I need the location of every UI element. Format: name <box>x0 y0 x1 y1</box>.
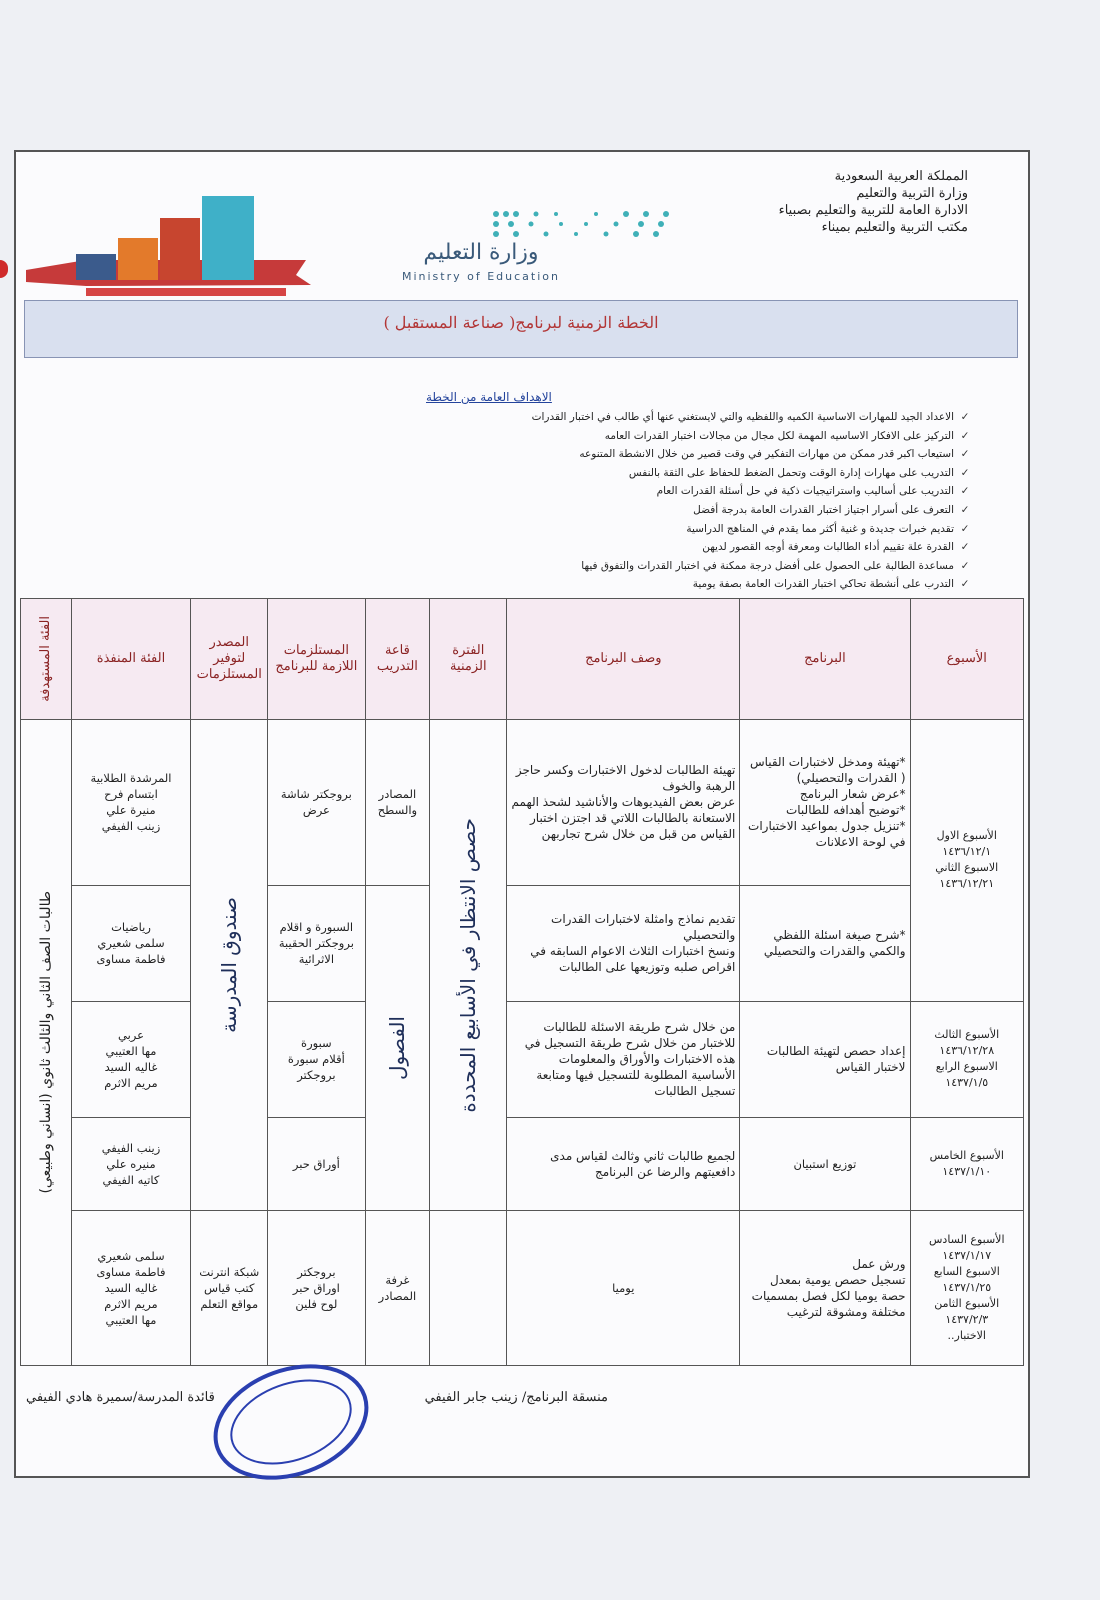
table-header-row <box>21 599 1024 720</box>
table-row <box>21 885 1024 1001</box>
table-row <box>21 1117 1024 1210</box>
document-sheet <box>14 150 1030 1478</box>
objective-item: ✓ التدرب على أنشطة تحاكي اختبار القدرات العامة بصفة يومية <box>416 575 976 594</box>
cell-needs: السبورة و اقلام بروجكتر الحقيبة الاثرائية <box>268 885 365 1001</box>
school-stamp <box>206 1362 376 1482</box>
ministry-name-en: Ministry of Education <box>401 270 560 283</box>
objective-item: ✓ التدريب على أساليب واستراتيجيات ذكية في حل أسئلة القدرات العام <box>416 482 976 501</box>
objective-item: ✓ التعرف على أسرار اجتياز اختبار القدرات العامة بدرجة أفضل <box>416 501 976 520</box>
cell-description: تهيئة الطالبات لدخول الاختبارات وكسر حاجز الرهبة والخوف عرض بعض الفيديوهات والأناشيد لشحذ الهمم الاستعانة بالطالبات اللاتي قد اجتزن اختبار القياس من قبل من خلال شرح تجاربهن <box>507 720 740 886</box>
objective-item: ✓ التدريب على مهارات إدارة الوقت وتحمل الضغط للحفاظ على الثقة بالنفس <box>416 464 976 483</box>
objectives-heading: الاهداف العامة من الخطة <box>426 390 552 404</box>
cell-source: شبكة انترنت كتب قياس مواقع التعلم <box>191 1210 268 1365</box>
objective-item: ✓ الاعداد الجيد للمهارات الاساسية الكميه واللفظيه والتي لايستغني عنها أي طالب في اختبار القدرات <box>416 408 976 427</box>
objective-item: ✓ القدرة علة تقييم أداء الطالبات ومعرفة أوجه القصور لديهن <box>416 538 976 557</box>
org-line: مكتب التربية والتعليم بميناء <box>821 220 968 235</box>
cell-period-merged: حصص الانتظار في الأسابيع المحددة <box>430 720 507 1211</box>
org-line: المملكة العربية السعودية <box>834 169 968 184</box>
cell-hall-merged: الفصول <box>365 885 430 1210</box>
cell-needs: بروجكتر اوراق حبر لوح فلين <box>268 1210 365 1365</box>
check-icon: ✓ <box>960 541 970 554</box>
cell-description: تقديم نماذج وامثلة لاختبارات القدرات والتحصيلي ونسخ اختبارات الثلاث الاعوام السابقه في اقراص صلبه وتوزيعها على الطالبات <box>507 885 740 1001</box>
principal-signature-line: قائدة المدرسة/سميرة هادي الفيفي <box>26 1390 215 1405</box>
check-icon: ✓ <box>960 578 970 591</box>
cell-hall: المصادر والسطح <box>365 720 430 886</box>
objective-item: ✓ تقديم خبرات جديدة و غنية أكثر مما يقدم في المناهج الدراسية <box>416 520 976 539</box>
header-week: الأسبوع <box>910 599 1023 720</box>
header-period: الفترة الزمنية <box>430 599 507 720</box>
check-icon: ✓ <box>960 429 970 442</box>
cell-needs: بروجكتر شاشة عرض <box>268 720 365 886</box>
header-source: المصدر لتوفير المستلزمات <box>191 599 268 720</box>
table-row <box>21 1210 1024 1365</box>
cell-source-merged: صندوق المدرسة <box>191 720 268 1211</box>
cell-executors: سلمى شعيري فاطمة مساوى غاليه السيد مريم الاثرم مها العتيبي <box>71 1210 191 1365</box>
check-icon: ✓ <box>960 448 970 461</box>
cell-description: يوميا <box>507 1210 740 1365</box>
title-band <box>24 300 1018 358</box>
coordinator-signature-line: منسقة البرنامج/ زينب جابر الفيفي <box>424 1390 608 1405</box>
header-description: وصف البرنامج <box>507 599 740 720</box>
cell-executors: زينب الفيفي منيره علي كاتيه الفيفي <box>71 1117 191 1210</box>
cell-description: لجميع طالبات ثاني وثالث لقياس مدى دافعيتهم والرضا عن البرنامج <box>507 1117 740 1210</box>
check-icon: ✓ <box>960 411 970 423</box>
objective-item: ✓ استيعاب اكبر قدر ممكن من مهارات التفكير في وقت قصير من خلال الانشطة المتنوعه <box>416 445 976 464</box>
cell-needs: سبورة أقلام سبورة بروجكتر <box>268 1001 365 1117</box>
check-icon: ✓ <box>960 466 970 479</box>
objectives-list <box>416 408 976 594</box>
cell-week: الأسبوع الاول ١٤٣٦/١٢/١ الاسبوع الثاني ١٤٣٦/١٢/٢١ <box>910 720 1023 1002</box>
cell-executors: المرشدة الطلابية ابتسام فرح منيرة علي زينب الفيفي <box>71 720 191 886</box>
table-row <box>21 1001 1024 1117</box>
check-icon: ✓ <box>960 485 970 498</box>
header-program: البرنامج <box>740 599 910 720</box>
cell-description: من خلال شرح طريقة الاسئلة للطالبات للاختبار من خلال شرح طريقة التسجيل في هذه الاختبارات والأوراق والمعلومات الأساسية المطلوبة للتسجيل فيها ومتابعة تسجيل الطالبات <box>507 1001 740 1117</box>
header-executors: الفئة المنفذة <box>71 599 191 720</box>
organization-block <box>779 168 968 236</box>
cell-executors: عربي مها العتيبي غاليه السيد مريم الاثرم <box>71 1001 191 1117</box>
cell-program: *تهيئة ومدخل لاختبارات القياس ( القدرات والتحصيلي) *عرض شعار البرنامج *توضيح أهدافه للطالبات *تنزيل جدول بمواعيد الاختبارات في لوحة الاعلانات <box>740 720 910 886</box>
cell-program: توزيع استبيان <box>740 1117 910 1210</box>
cell-executors: رياضيات سلمى شعيري فاطمة مساوى <box>71 885 191 1001</box>
document-header <box>16 152 1028 300</box>
header-hall: قاعة التدريب <box>365 599 430 720</box>
cell-program: *شرح صيغة اسئلة اللفظي والكمي والقدرات والتحصيلي <box>740 885 910 1001</box>
check-icon: ✓ <box>960 559 970 572</box>
cell-hall: غرفة المصادر <box>365 1210 430 1365</box>
page-edge-mark <box>0 260 8 278</box>
cell-needs: أوراق حبر <box>268 1117 365 1210</box>
table-row <box>21 720 1024 886</box>
cell-week: الأسبوع الخامس ١٤٣٧/١/١٠ <box>910 1117 1023 1210</box>
ministry-name-ar: وزارة التعليم <box>423 240 539 265</box>
org-line: وزارة التربية والتعليم <box>856 186 968 201</box>
schedule-table <box>20 598 1024 1366</box>
objective-item: ✓ مساعدة الطالبة على الحصول على أفضل درجة ممكنة في اختبار القدرات والتفوق فيها <box>416 557 976 576</box>
header-target: الفئة المستهدفة <box>21 599 72 720</box>
header-needs: المستلزمات اللازمة للبرنامج <box>268 599 365 720</box>
cell-week: الأسبوع السادس ١٤٣٧/١/١٧ الاسبوع السابع ١٤٣٧/١/٢٥ الأسبوع الثامن ١٤٣٧/٢/٣ الاختبار.. <box>910 1210 1023 1365</box>
check-icon: ✓ <box>960 522 970 535</box>
check-icon: ✓ <box>960 503 970 516</box>
cell-period-empty <box>430 1210 507 1365</box>
cell-target-merged: طالبات الصف الثاني والثالث ثانوي (انساني وطبيعي) <box>21 720 72 1366</box>
ministry-logo <box>376 186 626 286</box>
cell-program: إعداد حصص لتهيئة الطالبات لاختبار القياس <box>740 1001 910 1117</box>
cell-program: ورش عمل تسجيل حصص يومية بمعدل حصة يوميا لكل فصل بمسميات مختلفة ومشوقة لترغيب <box>740 1210 910 1365</box>
program-steps-logo <box>26 190 316 300</box>
document-title: الخطة الزمنية لبرنامج( صناعة المستقبل ) <box>383 313 659 332</box>
cell-week: الأسبوع الثالث ١٤٣٦/١٢/٢٨ الاسبوع الرابع ١٤٣٧/١/٥ <box>910 1001 1023 1117</box>
objective-item: ✓ التركيز على الافكار الاساسيه المهمة لكل مجال من مجالات اختبار القدرات العامه <box>416 427 976 446</box>
org-line: الادارة العامة للتربية والتعليم بصبياء <box>778 203 968 218</box>
